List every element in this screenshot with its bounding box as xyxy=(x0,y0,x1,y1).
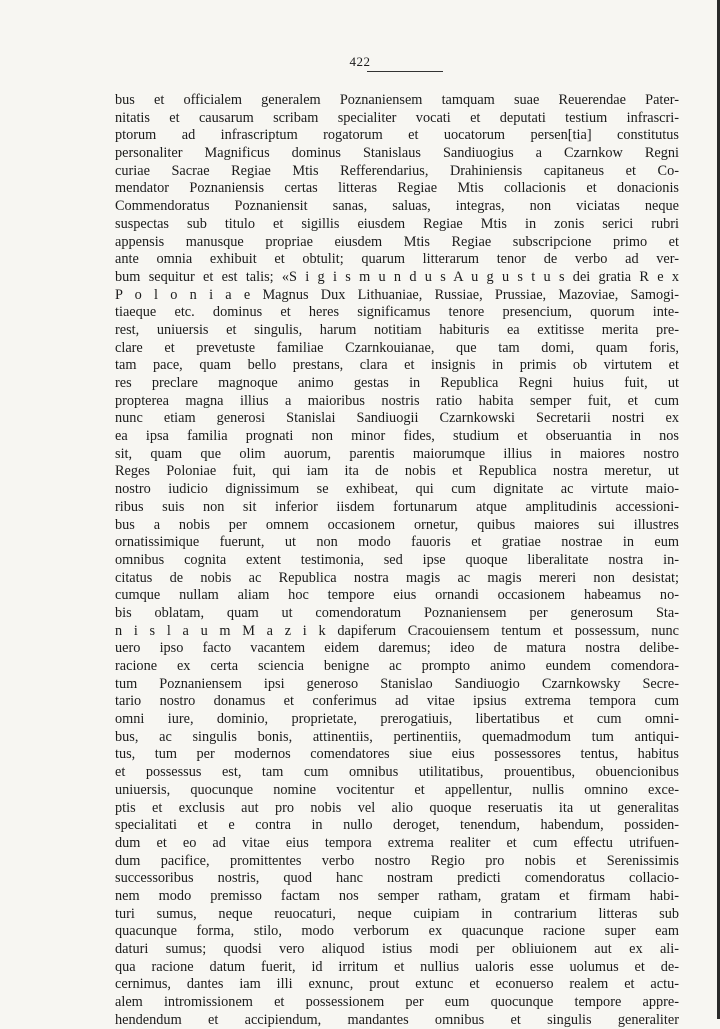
text-line: cernimus, dantes iam illi exnunc, prout extunc et econuerso realem et actu- xyxy=(115,976,679,993)
text-line: rest, uniuersis et singulis, harum notitiam habituris ea extitisse merita pre- xyxy=(115,321,679,338)
text-line: P o l o n i a e Magnus Dux Lithuaniae, Russiae, Prussiae, Mazoviae, Samogi- xyxy=(115,286,679,303)
text-line: tiaeque etc. dominus et heres significamus tenore presencium, quorum inte- xyxy=(115,304,679,321)
text-line: ante omnia exhibuit et obtulit; quarum litterarum tenor de verbo ad ver- xyxy=(115,251,679,268)
text-line: omni iure, dominio, proprietate, prerogatiuis, libertatibus et cum omni- xyxy=(115,711,679,728)
page-number-rule xyxy=(367,71,443,72)
text-line: bus a nobis per omnem occasionem ornetur, quibus maiores sui illustres xyxy=(115,516,679,533)
text-line: cumque nullam aliam hoc tempore eius ornandi occasionem habeamus no- xyxy=(115,587,679,604)
text-line: specialitati et e contra in nullo deroget, tenendum, habendum, possiden- xyxy=(115,817,679,834)
text-line: dum pacifice, promittentes verbo nostro Regio pro nobis et Serenissimis xyxy=(115,852,679,869)
text-line: ea ipsa familia prognati non minor fides, studium et obseruantia in nos xyxy=(115,428,679,445)
text-line: nitatis et causarum scribam specialiter vocati et deputati testium infrascri- xyxy=(115,109,679,126)
text-line: clare et prevetuste familiae Czarnkouianae, que tam domi, quam foris, xyxy=(115,339,679,356)
text-line: ornatissimique fuerunt, ut non modo fauoris et gratiae nostrae in eum xyxy=(115,534,679,551)
text-line: bum sequitur et est talis; «S i g i s m u n d u s A u g u s t u s dei gratia R e x xyxy=(115,268,679,285)
text-line: successoribus nostris, quod hanc nostram predicti comendoratus collacio- xyxy=(115,870,679,887)
text-line: ptis et exclusis aut pro nobis vel alio quoque reseruatis ita ut generalitas xyxy=(115,799,679,816)
text-line: mendator Poznaniensis certas litteras Regiae Mtis collacionis et donacionis xyxy=(115,180,679,197)
text-line: uniuersis, quocunque nomine vocitentur et appellentur, nullis omnino exce- xyxy=(115,781,679,798)
text-line: ribus suis non sit inferior iisdem fortunarum atque amplitudinis accessioni- xyxy=(115,498,679,515)
text-line: res preclare magnoque animo gestas in Republica Regni huius fuit, ut xyxy=(115,375,679,391)
text-line: ptorum ad infrascriptum rogatorum et uocatorum persen[tia] constitutus xyxy=(115,127,679,144)
text-line: Commendoratus Poznaniensit sanas, saluas, integras, non viciatas neque xyxy=(115,198,679,215)
text-line: alem intromissionem et possessionem per eum quocunque tempore appre- xyxy=(115,994,679,1011)
text-line: uero ipso facto vacantem eidem daremus; ideo de matura nostra delibe- xyxy=(115,640,679,657)
text-line: sit, quam que olim auorum, parentis maiorumque illius in maiores nostro xyxy=(115,445,679,462)
text-line: turi sumus, neque reuocaturi, neque cuipiam in contrarium litteras sub xyxy=(115,905,679,922)
text-line: racione ex certa sciencia benigne ac prompto animo eundem comendora- xyxy=(115,658,679,674)
text-line: nunc etiam generosi Stanislai Sandiuogii Czarnkowski Secretarii nostri ex xyxy=(115,410,679,427)
text-line: curiae Sacrae Regiae Mtis Refferendarius, Drahiniensis capitaneus et Co- xyxy=(115,162,679,179)
text-line: tum Poznaniensem ipsi generoso Stanislao Sandiuogio Czarnkowsky Secre- xyxy=(115,675,679,692)
text-line: tario nostro donamus et conferimus ad vitae ipsius extrema tempora cum xyxy=(115,693,679,710)
text-line: bis oblatam, quam ut comendoratum Poznaniensem per generosum Sta- xyxy=(115,604,679,621)
text-line: quacunque forma, stilo, modo verborum ex quacunque racione super eam xyxy=(115,923,679,940)
text-line: dum et eo ad vitae eius tempora extrema realiter et cum effectu utrifuen- xyxy=(115,834,679,851)
text-line: citatus de nobis ac Republica nostra magis ac magis mereri non desistat; xyxy=(115,569,679,586)
text-line: appensis manusque propriae eiusdem Mtis Regiae subscripcione primo et xyxy=(115,233,679,250)
text-line: hendendum et accipiendum, mandantes omnibus et singulis generaliter xyxy=(115,1011,679,1028)
text-line: qua racione datum fuerit, id irritum et nullius ualoris esse uolumus et de- xyxy=(115,958,679,975)
text-line: daturi sumus; quodsi vero aliquod istius modi per obliuionem aut ex ali- xyxy=(115,941,679,957)
text-line: propterea magna illius a maioribus nostris ratio habita semper fuit, et cum xyxy=(115,392,679,409)
text-line: et possessus est, tam cum omnibus utilitatibus, prouentibus, obuencionibus xyxy=(115,764,679,781)
body-text xyxy=(115,92,679,1029)
text-line: Reges Poloniae fuit, qui iam ita de nobis et Republica nostra meretur, ut xyxy=(115,463,679,480)
text-line: n i s l a u m M a z i k dapiferum Cracouiensem tentum et possessum, nunc xyxy=(115,622,679,639)
page-number: 422 xyxy=(349,54,371,69)
text-line: bus, ac singulis bonis, attinentiis, pertinentiis, quemadmodum tum antiqui- xyxy=(115,728,679,745)
text-line: tam pace, quam bello prestans, clara et insignis in primis ob virtutem et xyxy=(115,357,679,374)
text-line: suspectas sub titulo et sigillis eiusdem Regiae Mtis in zonis serici rubri xyxy=(115,215,679,232)
text-line: tus, tum per modernos comendatores siue eius possessores tentus, habitus xyxy=(115,746,679,763)
text-line: omnibus cognita extent testimonia, sed ipse quoque liberalitate nostra in- xyxy=(115,551,679,568)
text-line: nostro iudicio dignissimum se exhibeat, qui cum dignitate ac virtute maio- xyxy=(115,481,679,498)
text-line: personaliter Magnificus dominus Stanislaus Sandiuogius a Czarnkow Regni xyxy=(115,145,679,162)
text-line: bus et officialem generalem Poznaniensem tamquam suae Reuerendae Pater- xyxy=(115,92,679,108)
text-line: nem modo premisso factam nos semper ratham, gratam et firmam habi- xyxy=(115,887,679,904)
